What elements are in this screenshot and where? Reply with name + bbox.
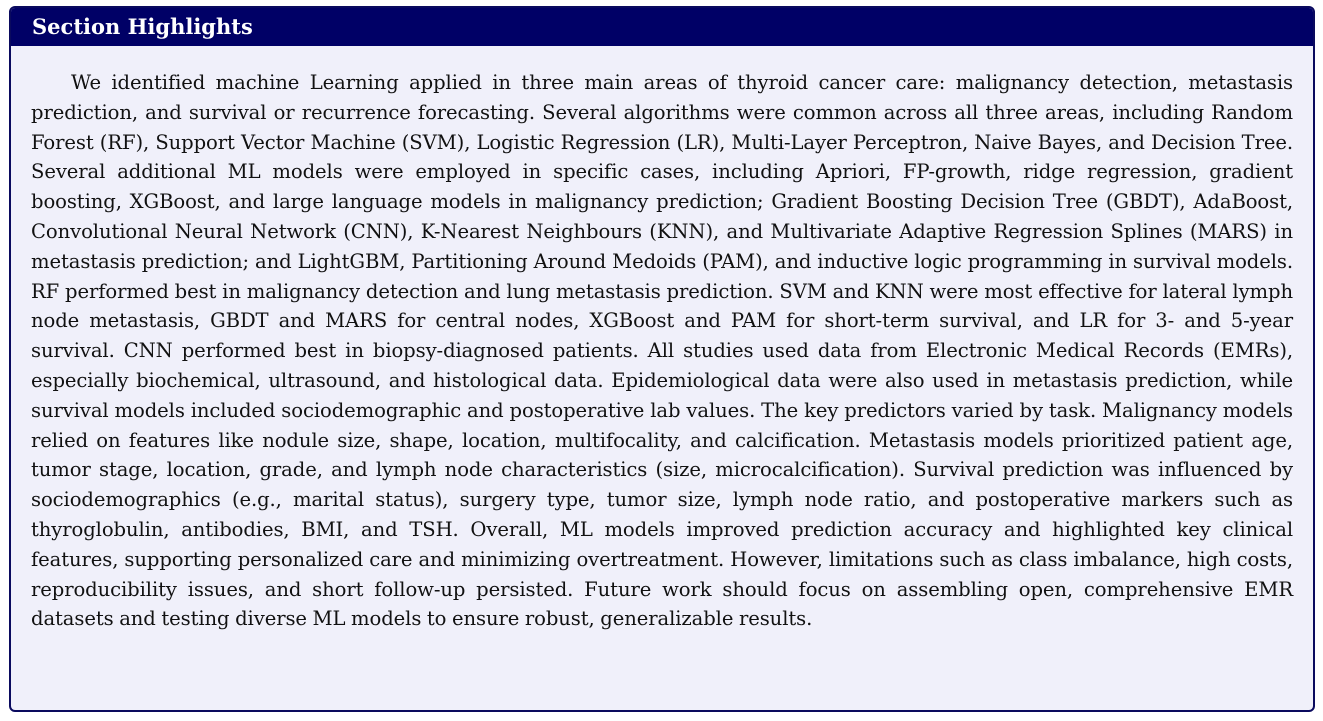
highlights-paragraph: We identified machine Learning applied in three main areas of thyroid cancer care: malignancy detection, metastasis prediction, and survival or recurrence forecasting. Several algorithms were common across all three areas, including Random Forest (RF), Support Vector Machine (SVM), Logistic Regression (LR), Multi-Layer Perceptron, Naive Bayes, and Decision Tree. Several additional ML models were employed in specific cases, including Apriori, FP-growth, ridge regression, gradient boosting, XGBoost, and large language models in malignancy prediction; Gradient Boosting Decision Tree (GBDT), AdaBoost, Convolutional Neural Network (CNN), K-Nearest Neighbours (KNN), and Multivariate Adaptive Regression Splines (MARS) in metastasis prediction; and LightGBM, Partitioning Around Medoids (PAM), and inductive logic programming in survival models. RF performed best in malignancy detection and lung metastasis prediction. SVM and KNN were most effective for lateral lymph node metastasis, GBDT and MARS for central nodes, XGBoost and PAM for short-term survival, and LR for 3- and 5-year survival. CNN performed best in biopsy-diagnosed patients. All studies used data from Electronic Medical Records (EMRs), especially biochemical, ultrasound, and histological data. Epidemiological data were also used in metastasis prediction, while survival models included sociodemographic and postoperative lab values. The key predictors varied by task. Malignancy models relied on features like nodule size, shape, location, multifocality, and calcification. Metastasis models prioritized patient age, tumor stage, location, grade, and lymph node characteristics (size, microcalcification). Survival prediction was influenced by sociodemographics (e.g., marital status), surgery type, tumor size, lymph node ratio, and postoperative markers such as thyroglobulin, antibodies, BMI, and TSH. Overall, ML models improved prediction accuracy and highlighted key clinical features, supporting personalized care and minimizing overtreatment. However, limitations such as class imbalance, high costs, reproducibility issues, and short follow-up persisted. Future work should focus on assembling open, comprehensive EMR datasets and testing diverse ML models to ensure robust, generalizable results. <box>31 71 1293 631</box>
section-highlights-box <box>9 6 1315 712</box>
box-body <box>11 46 1313 634</box>
box-title: Section Highlights <box>11 8 1313 46</box>
